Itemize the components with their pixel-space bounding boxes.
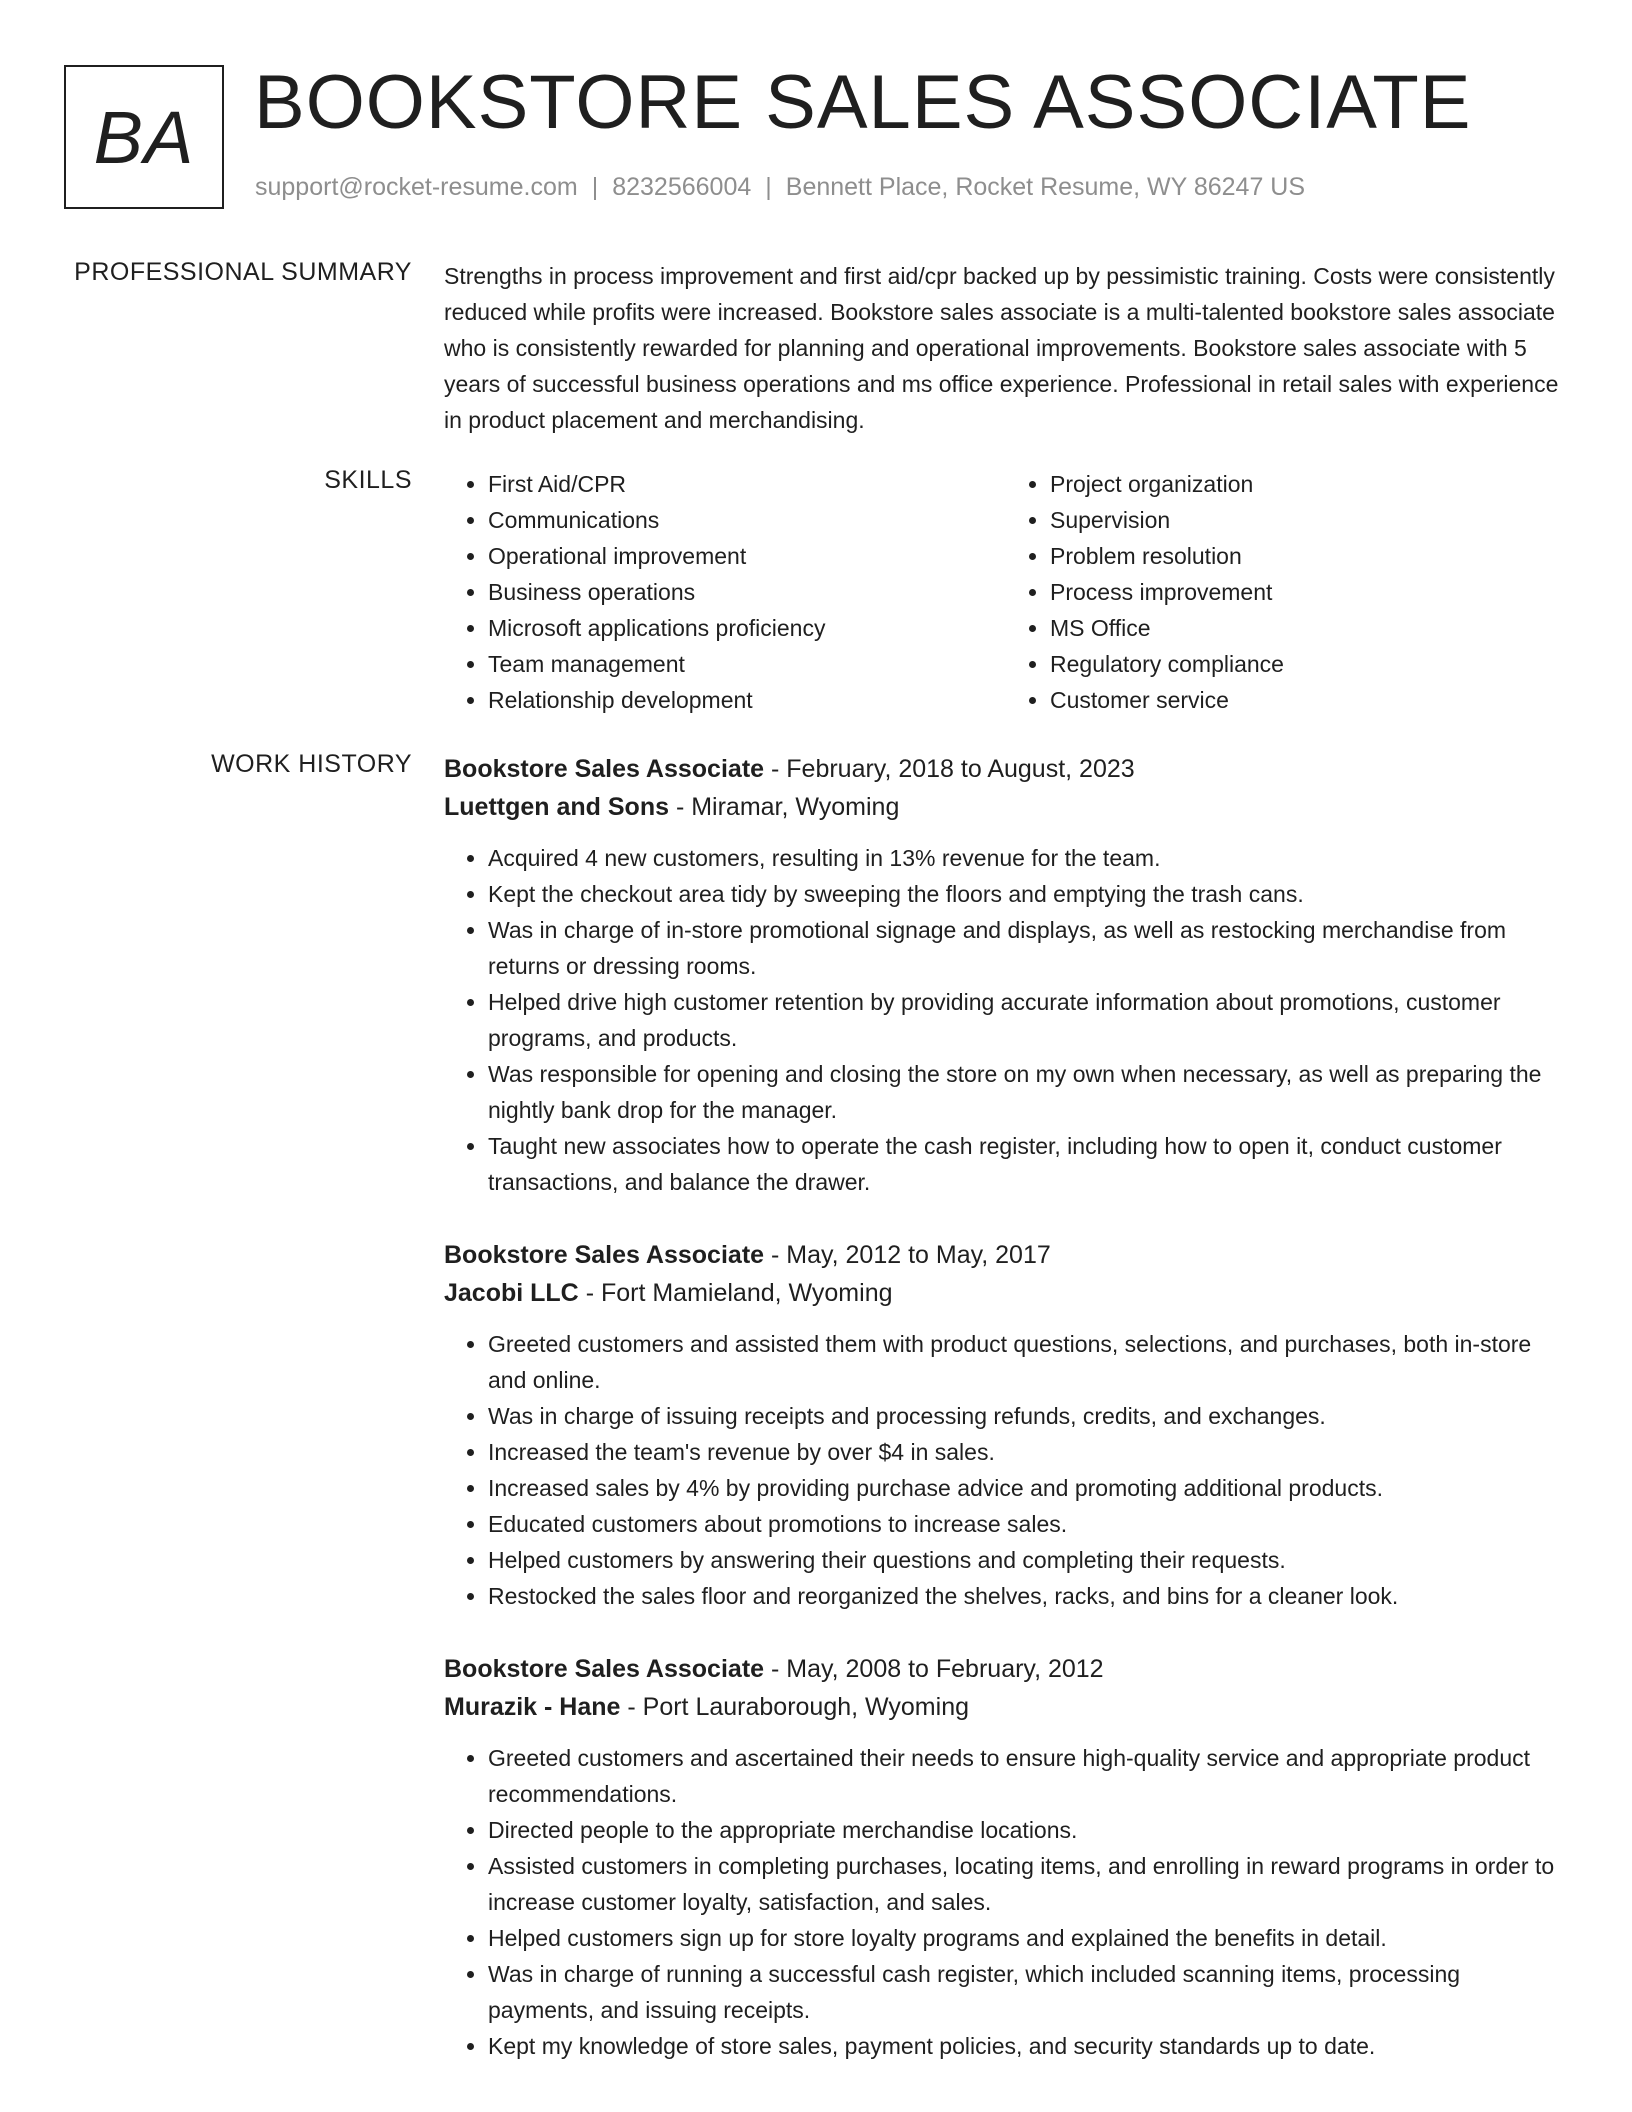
- job-bullet: • Restocked the sales floor and reorganized the shelves, racks, and bins for a cleaner look.: [488, 1578, 1568, 1614]
- summary-text: Strengths in process improvement and first aid/cpr backed up by pessimistic training. Costs were consistently reduced while profits were increased. Bookstore sales associate is a multi-talented bookstore sales associate who is consistently rewarded for planning and operational improvements. Bookstore sales associate with 5 years of successful business operations and ms office experience. Professional in retail sales with experience in product placement and merchandising.: [444, 263, 1559, 433]
- job-bullets: [444, 840, 1568, 1200]
- contact-line: [255, 173, 1305, 202]
- contact-separator: |: [765, 173, 772, 201]
- skills-section: [64, 466, 1568, 726]
- job-bullets: [444, 1326, 1568, 1614]
- skill-item: • Microsoft applications proficiency: [488, 610, 1006, 646]
- contact-address: Bennett Place, Rocket Resume, WY 86247 US: [785, 173, 1306, 201]
- job-bullet: • Helped drive high customer retention by providing accurate information about promotions, customer programs, and products.: [488, 984, 1568, 1056]
- job-bullet: • Was in charge of issuing receipts and processing refunds, credits, and exchanges.: [488, 1398, 1568, 1434]
- skill-item: • Customer service: [1050, 682, 1568, 718]
- job-company-line: [444, 788, 1568, 826]
- job-dates: - February, 2018 to August, 2023: [764, 755, 1135, 783]
- skill-item: • Communications: [488, 502, 1006, 538]
- job-title-line: [444, 1236, 1568, 1274]
- job-location: - Port Lauraborough, Wyoming: [620, 1693, 969, 1721]
- job-bullet: • Was responsible for opening and closing the store on my own when necessary, as well as preparing the nightly bank drop for the manager.: [488, 1056, 1568, 1128]
- skill-item: • Operational improvement: [488, 538, 1006, 574]
- professional-summary-section: [64, 258, 1568, 438]
- skill-item: • First Aid/CPR: [488, 466, 1006, 502]
- skill-item: • Relationship development: [488, 682, 1006, 718]
- job-bullet: • Kept my knowledge of store sales, payment policies, and security standards up to date.: [488, 2028, 1568, 2064]
- job-bullet: • Greeted customers and assisted them with product questions, selections, and purchases, both in-store and online.: [488, 1326, 1568, 1398]
- job-bullet: • Assisted customers in completing purchases, locating items, and enrolling in reward programs in order to increase customer loyalty, satisfaction, and sales.: [488, 1848, 1568, 1920]
- skill-item: • Supervision: [1050, 502, 1568, 538]
- job-company: Jacobi LLC: [444, 1279, 579, 1307]
- job-bullet: • Directed people to the appropriate merchandise locations.: [488, 1812, 1568, 1848]
- job-title: Bookstore Sales Associate: [444, 1655, 765, 1683]
- skills-list-left: [444, 466, 1006, 718]
- job-entry: [444, 1650, 1568, 2064]
- job-title: Bookstore Sales Associate: [444, 1241, 765, 1269]
- contact-separator: |: [591, 173, 599, 201]
- job-title-line: [444, 1650, 1568, 1688]
- section-heading: PROFESSIONAL SUMMARY: [74, 258, 412, 286]
- job-location: - Miramar, Wyoming: [669, 793, 900, 821]
- resume-header: [64, 60, 1568, 209]
- job-company-line: [444, 1274, 1568, 1312]
- skill-item: • MS Office: [1050, 610, 1568, 646]
- job-bullet: • Helped customers sign up for store loyalty programs and explained the benefits in detail.: [488, 1920, 1568, 1956]
- job-title-line: [444, 750, 1568, 788]
- skill-item: • Team management: [488, 646, 1006, 682]
- job-dates: - May, 2008 to February, 2012: [764, 1655, 1104, 1683]
- skill-item: • Regulatory compliance: [1050, 646, 1568, 682]
- work-history-section: [64, 750, 1568, 2080]
- job-bullet: • Acquired 4 new customers, resulting in 13% revenue for the team.: [488, 840, 1568, 876]
- job-entry: [444, 750, 1568, 1200]
- job-bullet: • Was in charge of in-store promotional signage and displays, as well as restocking merchandise from returns or dressing rooms.: [488, 912, 1568, 984]
- job-bullet: • Kept the checkout area tidy by sweeping the floors and emptying the trash cans.: [488, 876, 1568, 912]
- job-entry: [444, 1236, 1568, 1614]
- job-title: Bookstore Sales Associate: [444, 755, 765, 783]
- job-bullet: • Taught new associates how to operate the cash register, including how to open it, conduct customer transactions, and balance the drawer.: [488, 1128, 1568, 1200]
- candidate-name: BOOKSTORE SALES ASSOCIATE: [254, 60, 1472, 145]
- section-heading: WORK HISTORY: [211, 750, 412, 778]
- contact-phone: 8232566004: [612, 173, 752, 201]
- job-bullets: [444, 1740, 1568, 2064]
- contact-email: support@rocket-resume.com: [255, 173, 578, 201]
- job-company-line: [444, 1688, 1568, 1726]
- job-company: Murazik - Hane: [444, 1693, 621, 1721]
- job-location: - Fort Mamieland, Wyoming: [578, 1279, 893, 1307]
- monogram-logo: BA: [64, 65, 224, 209]
- skill-item: • Process improvement: [1050, 574, 1568, 610]
- skill-item: • Problem resolution: [1050, 538, 1568, 574]
- job-bullet: • Greeted customers and ascertained their needs to ensure high-quality service and appropriate product recommendations.: [488, 1740, 1568, 1812]
- job-company: Luettgen and Sons: [444, 793, 669, 821]
- job-dates: - May, 2012 to May, 2017: [764, 1241, 1051, 1269]
- skills-list-right: [1006, 466, 1568, 718]
- skill-item: • Project organization: [1050, 466, 1568, 502]
- section-heading: SKILLS: [324, 466, 412, 494]
- job-bullet: • Was in charge of running a successful cash register, which included scanning items, processing payments, and issuing receipts.: [488, 1956, 1568, 2028]
- job-bullet: • Increased the team's revenue by over $4 in sales.: [488, 1434, 1568, 1470]
- job-bullet: • Helped customers by answering their questions and completing their requests.: [488, 1542, 1568, 1578]
- skill-item: • Business operations: [488, 574, 1006, 610]
- job-bullet: • Educated customers about promotions to increase sales.: [488, 1506, 1568, 1542]
- job-bullet: • Increased sales by 4% by providing purchase advice and promoting additional products.: [488, 1470, 1568, 1506]
